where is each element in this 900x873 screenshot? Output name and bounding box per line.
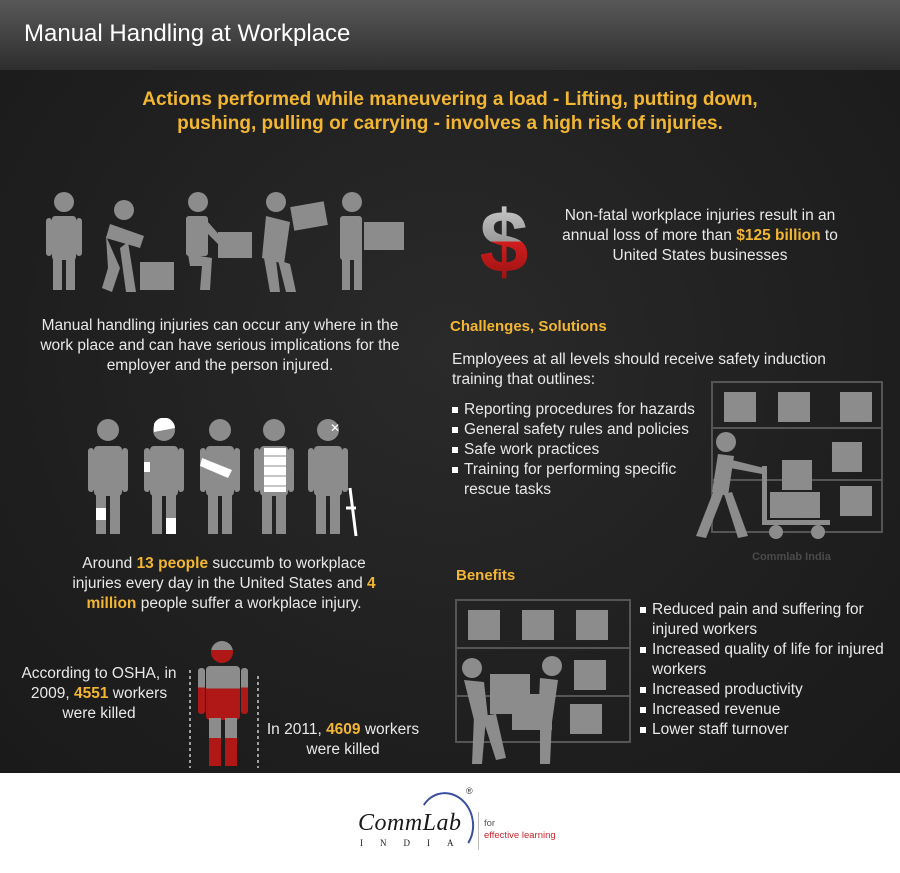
intro-line-2: pushing, pulling or carrying - involves a high risk of injuries. [177, 113, 723, 134]
daily-deaths-text [64, 554, 384, 614]
challenges-heading: Challenges, Solutions [450, 318, 607, 335]
page-title: Manual Handling at Workplace [24, 20, 351, 47]
handling-injuries-text: Manual handling injuries can occur any where in the work place and can have serious implications for the employer and the person injured. [40, 317, 400, 374]
osha-2009-count: 4551 [74, 685, 109, 702]
loss-post-text: to United States businesses [612, 227, 838, 264]
tagline-learning: learning [519, 830, 556, 841]
logo-divider [478, 812, 479, 850]
osha-2011-pre: In 2011, [266, 721, 327, 738]
loss-amount: $125 billion [736, 227, 821, 244]
injured-count: 4 million [86, 575, 376, 612]
list-item: Safe work practices [450, 440, 720, 460]
list-item: Increased quality of life for injured workers [638, 640, 888, 680]
list-item: Lower staff turnover [638, 720, 888, 740]
benefits-heading: Benefits [456, 567, 516, 584]
dollar-sign-icon [474, 192, 534, 282]
deaths-post-text: people suffer a workplace injury. [136, 595, 362, 612]
registered-mark: ® [466, 786, 473, 796]
svg-text:✕: ✕ [330, 421, 341, 435]
annual-loss-text [550, 206, 850, 266]
list-item: General safety rules and policies [450, 420, 720, 440]
warehouse-trolley-illustration [684, 380, 884, 550]
deaths-pre-text: Around [82, 555, 137, 572]
svg-text:$: $ [479, 192, 529, 282]
challenges-list [450, 400, 720, 500]
list-item: Reporting procedures for hazards [450, 400, 720, 420]
logo-tagline [484, 818, 556, 842]
deaths-mid-text: succumb to workplace injuries every day in the United States and [72, 555, 368, 592]
osha-2009-text [14, 664, 184, 724]
header-bar [0, 0, 900, 70]
lifting-figures-illustration [40, 188, 460, 298]
warehouse-teamwork-illustration [454, 598, 634, 768]
osha-2011-post: workers were killed [306, 721, 420, 758]
loss-pre-text: Non-fatal workplace injuries result in an annual loss of more than [562, 207, 836, 244]
challenges-intro: Employees at all levels should receive safety induction training that outlines: [452, 351, 826, 388]
intro-statement [60, 88, 840, 136]
osha-2009-pre: According to OSHA, in 2009, [21, 665, 177, 702]
injured-figures-illustration [86, 418, 376, 538]
list-item: Reduced pain and suffering for injured workers [638, 600, 888, 640]
fatality-figure-illustration [184, 640, 264, 770]
list-item: Increased revenue [638, 700, 888, 720]
osha-2009-post: workers were killed [62, 685, 168, 722]
benefits-list [638, 600, 888, 740]
watermark-label: Commlab India [752, 551, 831, 563]
list-item: Training for performing specific rescue tasks [450, 460, 720, 500]
osha-2011-count: 4609 [326, 721, 361, 738]
commlab-logo: CommLab [358, 810, 462, 836]
osha-2011-text [262, 720, 424, 760]
tagline-effective: effective [484, 830, 520, 841]
tagline-for: for [484, 818, 496, 829]
deaths-count: 13 people [136, 555, 209, 572]
intro-line-1: Actions performed while maneuvering a load - Lifting, putting down, [142, 89, 758, 110]
logo-subtitle: INDIA [360, 838, 471, 848]
list-item: Increased productivity [638, 680, 888, 700]
